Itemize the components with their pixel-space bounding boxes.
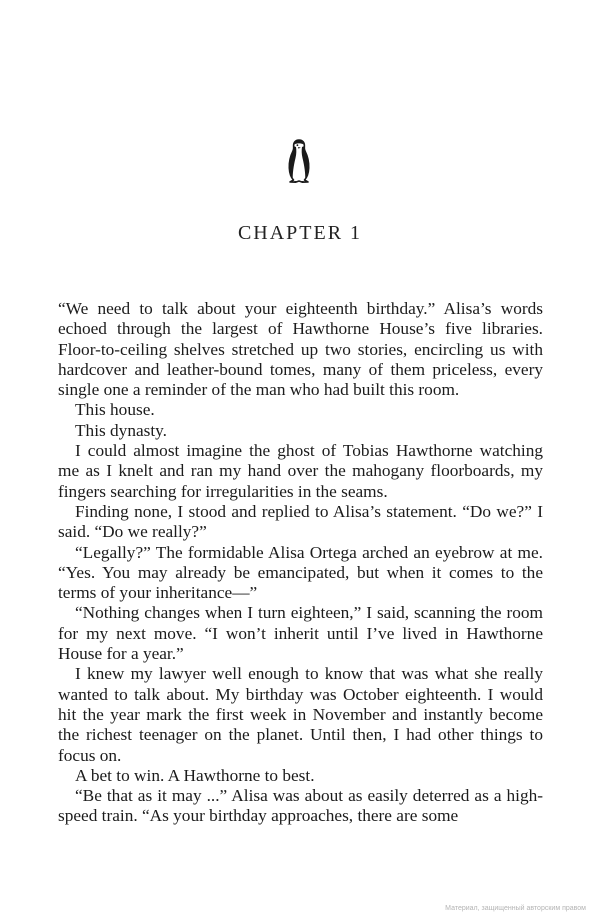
copyright-watermark: Материал, защищенный авторским правом [445,905,586,912]
paragraph-9: A bet to win. A Hawthorne to best. [75,765,315,785]
paragraph-6: “Legally?” The formidable Alisa Ortega arched an eyebrow at me. “Yes. You may already be emancipated, but when it comes to the terms of your inheritance—” [58,542,543,603]
paragraph-2: This house. [75,400,155,420]
chapter-body [58,299,543,827]
penguin-icon [286,138,312,184]
paragraph-8: I knew my lawyer well enough to know that was what she really wanted to talk about. My birthday was October eighteenth. I would hit the year mark the first week in November and instantly become the richest teenager on the planet. Until then, I had other things to focus on. [58,664,543,765]
paragraph-3: This dynasty. [75,420,168,440]
paragraph-10: “Be that as it may ...” Alisa was about as easily deterred as a high-speed train. “As your birthday approaches, there are some [58,786,543,826]
paragraph-4: I could almost imagine the ghost of Tobias Hawthorne watching me as I knelt and ran my hand over the mahogany floorboards, my fingers searching for irregularities in the seams. [58,441,543,501]
paragraph-5: Finding none, I stood and replied to Alisa’s statement. “Do we?” I said. “Do we really?” [58,501,543,542]
paragraph-1: “We need to talk about your eighteenth birthday.” Alisa’s words echoed through the largest of Hawthorne House’s five libraries. Floor-to-ceiling shelves stretched up two stories, encircling us with hardcover and leather-bound tomes, many of them priceless, every single one a reminder of the man who had built this room. [58,299,543,400]
chapter-title: CHAPTER 1 [237,222,363,244]
paragraph-7: “Nothing changes when I turn eighteen,” I said, scanning the room for my next move. “I won’t inherit until I’ve lived in Hawthorne House for a year.” [58,603,543,664]
